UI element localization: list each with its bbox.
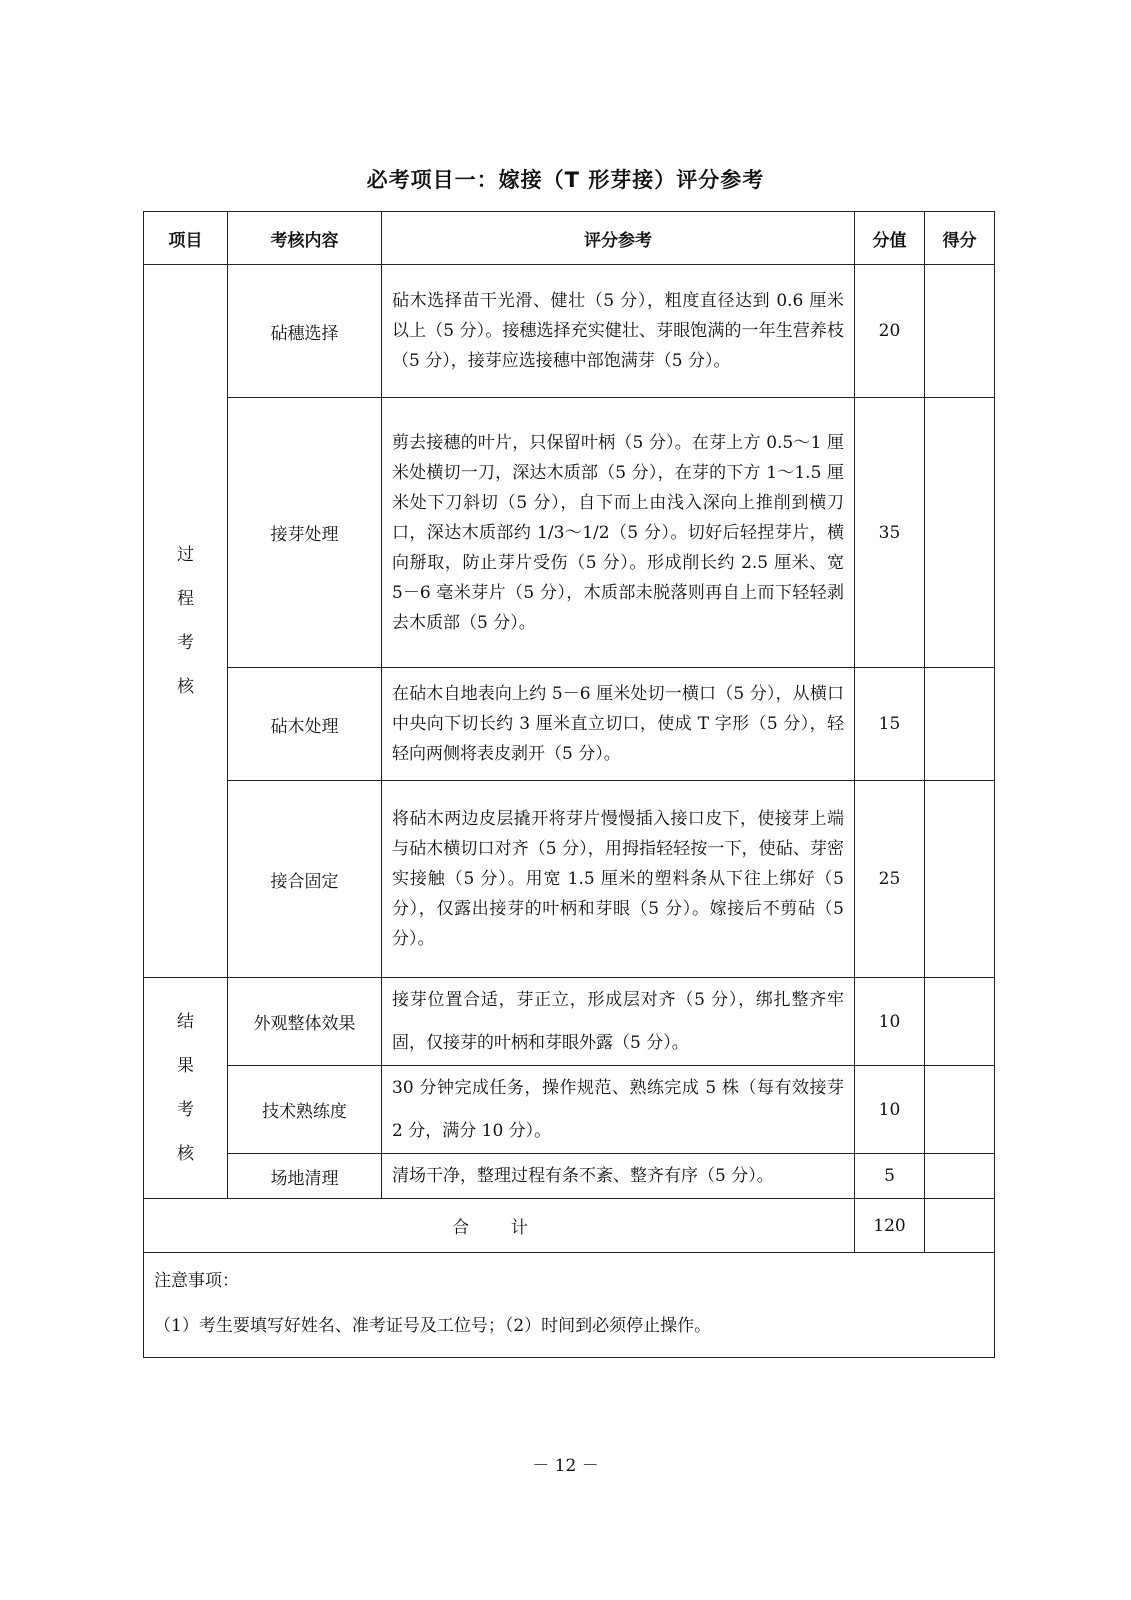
item-cell: 外观整体效果	[228, 978, 382, 1066]
criteria-cell: 30 分钟完成任务，操作规范、熟练完成 5 株（每有效接芽 2 分，满分 10 分）。	[382, 1066, 855, 1154]
header-obtained: 得分	[925, 212, 995, 265]
header-score: 分值	[855, 212, 925, 265]
total-score: 120	[855, 1199, 925, 1253]
obtained-score-cell[interactable]	[925, 1154, 995, 1199]
item-cell: 场地清理	[228, 1154, 382, 1199]
score-cell: 25	[855, 781, 925, 978]
item-cell: 砧穗选择	[228, 265, 382, 398]
category-label: 结果考核	[176, 1012, 194, 1164]
obtained-score-cell[interactable]	[925, 1066, 995, 1154]
header-item: 考核内容	[228, 212, 382, 265]
item-cell: 接芽处理	[228, 398, 382, 668]
obtained-score-cell[interactable]	[925, 265, 995, 398]
notes-cell	[144, 1253, 995, 1358]
table-header-row	[144, 212, 995, 265]
score-cell: 10	[855, 978, 925, 1066]
page-number: － 12 －	[532, 1456, 599, 1476]
table-row	[144, 265, 995, 398]
notes-heading: 注意事项：	[154, 1271, 239, 1291]
notes-row	[144, 1253, 995, 1358]
total-label: 合 计	[144, 1199, 855, 1253]
category-cell-result	[144, 978, 228, 1199]
criteria-cell: 接芽位置合适，芽正立，形成层对齐（5 分），绑扎整齐牢固，仅接芽的叶柄和芽眼外露（5 分）。	[382, 978, 855, 1066]
score-cell: 35	[855, 398, 925, 668]
score-cell: 15	[855, 668, 925, 781]
item-cell: 接合固定	[228, 781, 382, 978]
obtained-score-cell[interactable]	[925, 978, 995, 1066]
score-cell: 10	[855, 1066, 925, 1154]
obtained-score-cell[interactable]	[925, 781, 995, 978]
table-row	[144, 781, 995, 978]
page-title: 必考项目一：嫁接（T 形芽接）评分参考	[366, 168, 765, 192]
total-row	[144, 1199, 995, 1253]
header-criteria: 评分参考	[382, 212, 855, 265]
item-cell: 技术熟练度	[228, 1066, 382, 1154]
obtained-score-cell[interactable]	[925, 398, 995, 668]
category-label: 过程考核	[176, 545, 194, 697]
obtained-score-cell[interactable]	[925, 668, 995, 781]
criteria-cell: 在砧木自地表向上约 5－6 厘米处切一横口（5 分），从横口中央向下切长约 3 厘米直立切口，使成 T 字形（5 分），轻轻向两侧将表皮剥开（5 分）。	[382, 668, 855, 781]
total-obtained-cell[interactable]	[925, 1199, 995, 1253]
score-cell: 20	[855, 265, 925, 398]
scoring-table	[143, 211, 995, 1358]
table-row	[144, 668, 995, 781]
table-row	[144, 1066, 995, 1154]
criteria-cell: 剪去接穗的叶片，只保留叶柄（5 分）。在芽上方 0.5～1 厘米处横切一刀，深达木质部（5 分），在芽的下方 1～1.5 厘米处下刀斜切（5 分），自下而上由浅入深向上推削到横刀口，深达木质部约 1/3～1/2（5 分）。切好后轻捏芽片，横向掰取，防止芽片受伤（5 分）。形成削长约 2.5 厘米、宽 5－6 毫米芽片（5 分），木质部未脱落则再自上而下轻轻剥去木质部（5 分）。	[382, 398, 855, 668]
item-cell: 砧木处理	[228, 668, 382, 781]
notes-text: （1）考生要填写好姓名、准考证号及工位号；（2）时间到必须停止操作。	[154, 1316, 712, 1336]
category-cell-process	[144, 265, 228, 978]
table-row	[144, 978, 995, 1066]
table-row	[144, 1154, 995, 1199]
criteria-cell: 将砧木两边皮层撬开将芽片慢慢插入接口皮下，使接芽上端与砧木横切口对齐（5 分），用拇指轻轻按一下，使砧、芽密实接触（5 分）。用宽 1.5 厘米的塑料条从下往上绑好（5 分），仅露出接芽的叶柄和芽眼（5 分）。嫁接后不剪砧（5 分）。	[382, 781, 855, 978]
header-category: 项目	[144, 212, 228, 265]
score-cell: 5	[855, 1154, 925, 1199]
criteria-cell: 清场干净，整理过程有条不紊、整齐有序（5 分）。	[382, 1154, 855, 1199]
table-row	[144, 398, 995, 668]
criteria-cell: 砧木选择苗干光滑、健壮（5 分），粗度直径达到 0.6 厘米以上（5 分）。接穗选择充实健壮、芽眼饱满的一年生营养枝（5 分），接芽应选接穗中部饱满芽（5 分）。	[382, 265, 855, 398]
